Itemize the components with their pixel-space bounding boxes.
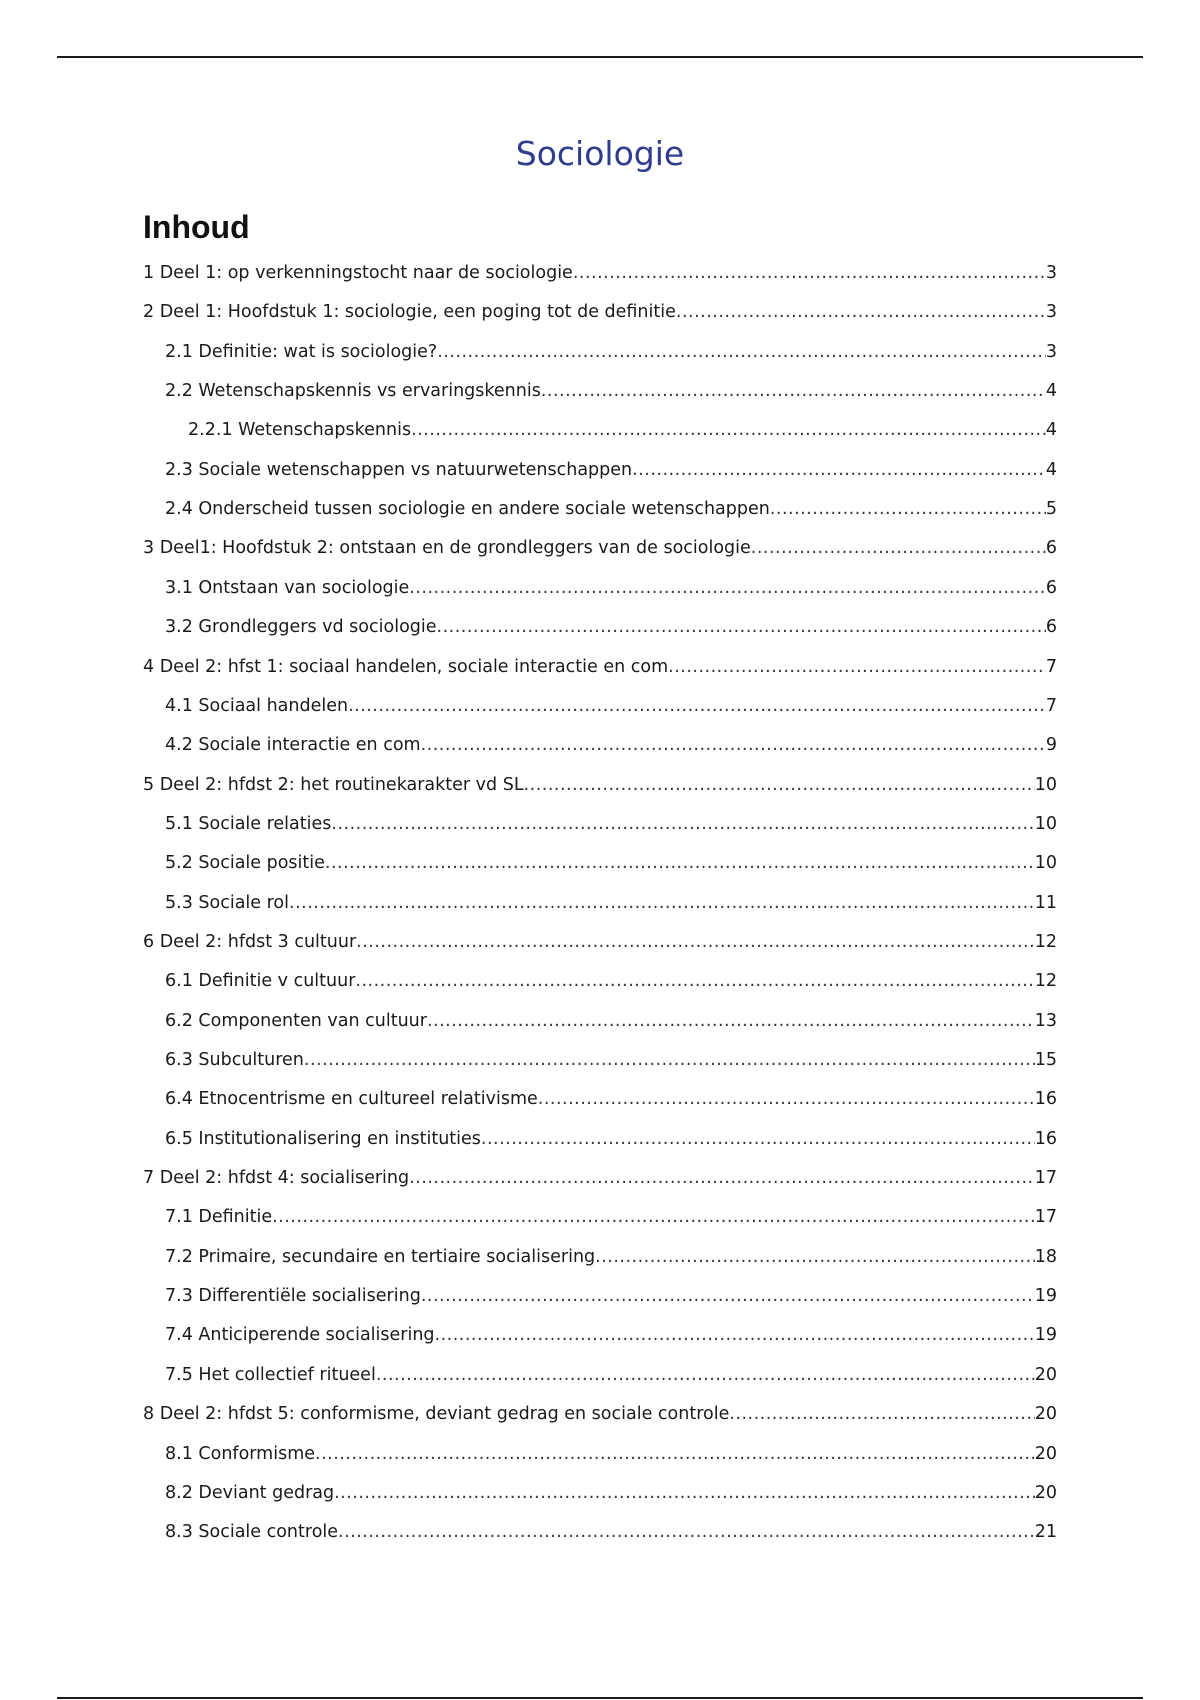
- toc-dot-leader: [334, 1480, 1035, 1506]
- toc-entry-label: 4 Deel 2: hfst 1: sociaal handelen, sociale interactie en com: [143, 657, 669, 677]
- toc-entry-label: 8.2 Deviant gedrag: [165, 1483, 335, 1503]
- toc-dot-leader: [632, 457, 1046, 483]
- toc-entry[interactable]: [165, 1519, 1057, 1545]
- toc-entry-label: 2.3 Sociale wetenschappen vs natuurwetenschappen: [165, 460, 633, 480]
- toc-entry[interactable]: [165, 732, 1057, 758]
- toc-entry[interactable]: [165, 1086, 1057, 1112]
- toc-entry[interactable]: [143, 1165, 1057, 1191]
- toc-entry-page-number: 9: [1045, 735, 1057, 755]
- toc-entry-page-number: 20: [1034, 1365, 1057, 1385]
- toc-entry-page-number: 17: [1034, 1168, 1057, 1188]
- toc-entry-label: 8.3 Sociale controle: [165, 1522, 339, 1542]
- toc-entry-label: 8.1 Conformisme: [165, 1444, 316, 1464]
- toc-dot-leader: [524, 772, 1035, 798]
- toc-dot-leader: [751, 535, 1046, 561]
- toc-entry-page-number: 5: [1045, 499, 1057, 519]
- toc-entry[interactable]: [165, 890, 1057, 916]
- toc-entry-label: 7.2 Primaire, secundaire en tertiaire socialisering: [165, 1247, 596, 1267]
- toc-entry-label: 5.3 Sociale rol: [165, 893, 289, 913]
- toc-entry-label: 6.4 Etnocentrisme en cultureel relativisme: [165, 1089, 538, 1109]
- toc-entry-page-number: 3: [1045, 302, 1057, 322]
- toc-dot-leader: [437, 339, 1046, 365]
- document-title: Sociologie: [515, 134, 685, 173]
- toc-entry-page-number: 17: [1034, 1207, 1057, 1227]
- toc-entry[interactable]: [143, 772, 1057, 798]
- toc-dot-leader: [538, 1086, 1035, 1112]
- toc-entry-label: 5.2 Sociale positie: [165, 853, 325, 873]
- toc-entry[interactable]: [143, 929, 1057, 955]
- toc-entry[interactable]: [143, 535, 1057, 561]
- toc-entry[interactable]: [165, 575, 1057, 601]
- toc-entry-page-number: 20: [1034, 1483, 1057, 1503]
- toc-entry-label: 3 Deel1: Hoofdstuk 2: ontstaan en de grondleggers van de sociologie: [143, 538, 751, 558]
- toc-entry[interactable]: [143, 654, 1057, 680]
- toc-entry[interactable]: [165, 1283, 1057, 1309]
- toc-entry-label: 6.1 Definitie v cultuur: [165, 971, 356, 991]
- toc-entry-page-number: 4: [1045, 381, 1057, 401]
- toc-entry-page-number: 19: [1034, 1325, 1057, 1345]
- toc-dot-leader: [421, 732, 1046, 758]
- toc-entry[interactable]: [165, 1204, 1057, 1230]
- toc-dot-leader: [409, 1165, 1035, 1191]
- toc-entry-label: 2 Deel 1: Hoofdstuk 1: sociologie, een poging tot de definitie: [143, 302, 676, 322]
- header-rule: [57, 56, 1143, 58]
- toc-entry[interactable]: [165, 968, 1057, 994]
- toc-dot-leader: [437, 614, 1046, 640]
- toc-entry[interactable]: [165, 1362, 1057, 1388]
- toc-dot-leader: [315, 1441, 1035, 1467]
- toc-dot-leader: [348, 693, 1046, 719]
- toc-entry-label: 7.5 Het collectief ritueel: [165, 1365, 376, 1385]
- toc-dot-leader: [541, 378, 1046, 404]
- toc-entry-label: 3.1 Ontstaan van sociologie: [165, 578, 410, 598]
- toc-entry-label: 7.1 Definitie: [165, 1207, 273, 1227]
- toc-dot-leader: [435, 1322, 1035, 1348]
- toc-dot-leader: [668, 654, 1046, 680]
- toc-entry-label: 4.2 Sociale interactie en com: [165, 735, 421, 755]
- toc-dot-leader: [356, 929, 1035, 955]
- toc-entry[interactable]: [165, 1480, 1057, 1506]
- toc-entry[interactable]: [165, 1322, 1057, 1348]
- toc-dot-leader: [409, 575, 1046, 601]
- toc-dot-leader: [304, 1047, 1035, 1073]
- toc-entry[interactable]: [165, 339, 1057, 365]
- toc-entry-label: 3.2 Grondleggers vd sociologie: [165, 617, 437, 637]
- toc-entry[interactable]: [143, 260, 1057, 286]
- toc-entry[interactable]: [165, 457, 1057, 483]
- toc-dot-leader: [376, 1362, 1035, 1388]
- toc-entry-label: 2.2 Wetenschapskennis vs ervaringskennis: [165, 381, 541, 401]
- toc-entry-page-number: 6: [1045, 578, 1057, 598]
- toc-entry-label: 6 Deel 2: hfdst 3 cultuur: [143, 932, 357, 952]
- footer-rule: [57, 1697, 1143, 1699]
- toc-dot-leader: [770, 496, 1046, 522]
- toc-dot-leader: [325, 850, 1035, 876]
- toc-entry[interactable]: [165, 496, 1057, 522]
- toc-entry-page-number: 7: [1045, 696, 1057, 716]
- toc-entry-label: 7.3 Differentiële socialisering: [165, 1286, 421, 1306]
- toc-dot-leader: [427, 1008, 1035, 1034]
- toc-dot-leader: [355, 968, 1034, 994]
- toc-entry-page-number: 3: [1045, 342, 1057, 362]
- toc-entry-page-number: 4: [1045, 420, 1057, 440]
- toc-heading: Inhoud: [143, 209, 250, 245]
- toc-entry-page-number: 3: [1045, 263, 1057, 283]
- toc-entry-label: 5 Deel 2: hfdst 2: het routinekarakter vd SL: [143, 775, 524, 795]
- toc-entry-page-number: 12: [1034, 932, 1057, 952]
- toc-entry-page-number: 12: [1034, 971, 1057, 991]
- toc-entry[interactable]: [165, 811, 1057, 837]
- toc-entry-page-number: 10: [1034, 853, 1057, 873]
- toc-dot-leader: [411, 417, 1046, 443]
- toc-entry-label: 7 Deel 2: hfdst 4: socialisering: [143, 1168, 410, 1188]
- toc-entry[interactable]: [165, 1244, 1057, 1270]
- toc-dot-leader: [331, 811, 1034, 837]
- toc-entry-label: 2.4 Onderscheid tussen sociologie en andere sociale wetenschappen: [165, 499, 770, 519]
- toc-entry-page-number: 6: [1045, 617, 1057, 637]
- toc-dot-leader: [289, 890, 1035, 916]
- toc-entry[interactable]: [188, 417, 1057, 443]
- toc-dot-leader: [421, 1283, 1035, 1309]
- toc-entry-page-number: 15: [1034, 1050, 1057, 1070]
- toc-entry-page-number: 16: [1034, 1129, 1057, 1149]
- toc-entry-label: 8 Deel 2: hfdst 5: conformisme, deviant gedrag en sociale controle: [143, 1404, 730, 1424]
- toc-dot-leader: [573, 260, 1046, 286]
- toc-entry[interactable]: [165, 693, 1057, 719]
- toc-entry[interactable]: [143, 299, 1057, 325]
- toc-entry[interactable]: [165, 614, 1057, 640]
- toc-entry-page-number: 7: [1045, 657, 1057, 677]
- toc-entry[interactable]: [165, 1441, 1057, 1467]
- toc-entry[interactable]: [165, 1126, 1057, 1152]
- toc-entry[interactable]: [165, 850, 1057, 876]
- toc-dot-leader: [338, 1519, 1035, 1545]
- toc-entry-page-number: 20: [1034, 1444, 1057, 1464]
- toc-entry-page-number: 13: [1034, 1011, 1057, 1031]
- toc-entry-page-number: 19: [1034, 1286, 1057, 1306]
- toc-entry-page-number: 6: [1045, 538, 1057, 558]
- toc-entry-page-number: 11: [1034, 893, 1057, 913]
- toc-entry-label: 2.2.1 Wetenschapskennis: [188, 420, 412, 440]
- toc-dot-leader: [595, 1244, 1035, 1270]
- toc-dot-leader: [272, 1204, 1035, 1230]
- toc-dot-leader: [729, 1401, 1034, 1427]
- toc-entry-page-number: 18: [1034, 1247, 1057, 1267]
- toc-entry-page-number: 4: [1045, 460, 1057, 480]
- toc-entry-label: 6.2 Componenten van cultuur: [165, 1011, 427, 1031]
- toc-entry[interactable]: [143, 1401, 1057, 1427]
- toc-entry-label: 5.1 Sociale relaties: [165, 814, 332, 834]
- toc-entry-label: 2.1 Definitie: wat is sociologie?: [165, 342, 438, 362]
- toc-entry-page-number: 16: [1034, 1089, 1057, 1109]
- toc-dot-leader: [481, 1126, 1035, 1152]
- toc-entry-label: 6.3 Subculturen: [165, 1050, 304, 1070]
- toc-entry-page-number: 20: [1034, 1404, 1057, 1424]
- toc-entry-label: 1 Deel 1: op verkenningstocht naar de sociologie: [143, 263, 573, 283]
- toc-entry[interactable]: [165, 378, 1057, 404]
- toc-entry[interactable]: [165, 1047, 1057, 1073]
- toc-entry-page-number: 10: [1034, 775, 1057, 795]
- toc-dot-leader: [676, 299, 1046, 325]
- toc-entry-page-number: 10: [1034, 814, 1057, 834]
- toc-entry[interactable]: [165, 1008, 1057, 1034]
- toc-entry-page-number: 21: [1034, 1522, 1057, 1542]
- toc-entry-label: 4.1 Sociaal handelen: [165, 696, 349, 716]
- toc-entry-label: 6.5 Institutionalisering en instituties: [165, 1129, 481, 1149]
- toc-entry-label: 7.4 Anticiperende socialisering: [165, 1325, 435, 1345]
